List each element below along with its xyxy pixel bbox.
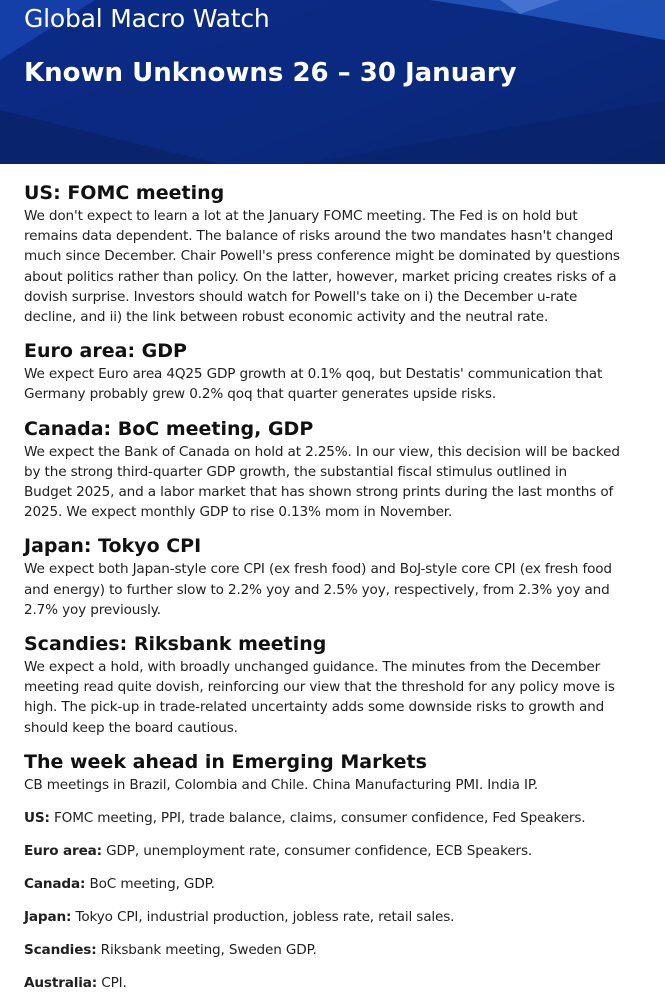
header-banner	[0, 0, 665, 164]
section-line: We expect Euro area 4Q25 GDP growth at 0.1% qoq, but Destatis' communication that	[24, 366, 603, 383]
section-heading: US: FOMC meeting	[24, 182, 225, 204]
region-events: Tokyo CPI, industrial production, jobless rate, retail sales.	[71, 909, 455, 926]
section-line: We expect a hold, with broadly unchanged guidance. The minutes from the December	[24, 659, 601, 676]
section-line: We expect the Bank of Canada on hold at 2.25%. In our view, this decision will be backed	[24, 443, 620, 460]
section-line: 2025. We expect monthly GDP to rise 0.13% mom in November.	[24, 504, 453, 521]
section-heading: Canada: BoC meeting, GDP	[24, 417, 314, 440]
section-canada-boc	[24, 417, 654, 523]
section-line: We expect both Japan-style core CPI (ex fresh food) and BoJ-style core CPI (ex fresh food	[24, 561, 612, 578]
report-series: Global Macro Watch	[24, 4, 270, 33]
week-ahead-canada	[24, 874, 654, 894]
section-line: Germany probably grew 0.2% qoq that quarter generates upside risks.	[24, 386, 497, 403]
section-heading: Euro area: GDP	[24, 340, 187, 363]
section-japan-cpi	[24, 534, 654, 620]
region-label: US:	[24, 810, 50, 827]
section-line: dovish surprise. Investors should watch for Powell's take on i) the December u-rate	[24, 288, 578, 305]
section-line: meeting read quite dovish, reinforcing our view that the threshold for any policy move is	[24, 679, 615, 696]
week-ahead-us	[24, 808, 654, 828]
section-line: much since December. Chair Powell's press conference might be dominated by questions	[24, 248, 620, 265]
section-us-fomc	[24, 181, 654, 327]
section-line: and energy) to further slow to 2.2% yoy and 2.5% yoy, respectively, from 2.3% yoy and	[24, 581, 610, 598]
region-events: CPI.	[97, 975, 127, 992]
section-line: decline, and ii) the link between robust economic activity and the neutral rate.	[24, 309, 549, 326]
region-label: Japan:	[24, 909, 72, 926]
section-line: high. The pick-up in trade-related uncertainty adds some downside risks to growth and	[24, 699, 605, 716]
section-line: We don't expect to learn a lot at the January FOMC meeting. The Fed is on hold but	[24, 208, 578, 224]
region-events: Riksbank meeting, Sweden GDP.	[96, 942, 317, 959]
section-heading: Japan: Tokyo CPI	[24, 535, 202, 558]
section-line: should keep the board cautious.	[24, 719, 238, 736]
region-label: Scandies:	[24, 942, 97, 959]
report-body	[24, 181, 654, 993]
section-line: by the strong third-quarter GDP growth, the substantial fiscal stimulus outlined in	[24, 463, 567, 480]
section-scandies-riksbank	[24, 632, 654, 738]
region-label: Canada:	[24, 876, 86, 893]
region-events: GDP, unemployment rate, consumer confidence, ECB Speakers.	[101, 843, 533, 860]
week-ahead-scandies	[24, 940, 654, 960]
region-events: FOMC meeting, PPI, trade balance, claims, consumer confidence, Fed Speakers.	[49, 810, 586, 827]
region-label: Euro area:	[24, 843, 102, 860]
section-heading: The week ahead in Emerging Markets	[24, 750, 427, 773]
section-line: CB meetings in Brazil, Colombia and Chile. China Manufacturing PMI. India IP.	[24, 776, 538, 793]
section-line: remains data dependent. The balance of risks around the two mandates hasn't changed	[24, 228, 614, 245]
section-line: Budget 2025, and a labor market that has shown strong prints during the last months of	[24, 484, 614, 501]
section-emerging-markets	[24, 750, 654, 795]
week-ahead-euro-area	[24, 841, 654, 861]
section-euro-gdp	[24, 339, 654, 404]
report-title: Known Unknowns 26 – 30 January	[24, 58, 517, 88]
section-line: 2.7% yoy previously.	[24, 601, 161, 618]
week-ahead-australia	[24, 973, 654, 993]
section-heading: Scandies: Riksbank meeting	[24, 633, 327, 656]
week-ahead-japan	[24, 907, 654, 927]
region-label: Australia:	[24, 975, 98, 992]
region-events: BoC meeting, GDP.	[85, 876, 215, 893]
section-line: about politics rather than policy. On the latter, however, market pricing creates risks of a	[24, 268, 617, 285]
